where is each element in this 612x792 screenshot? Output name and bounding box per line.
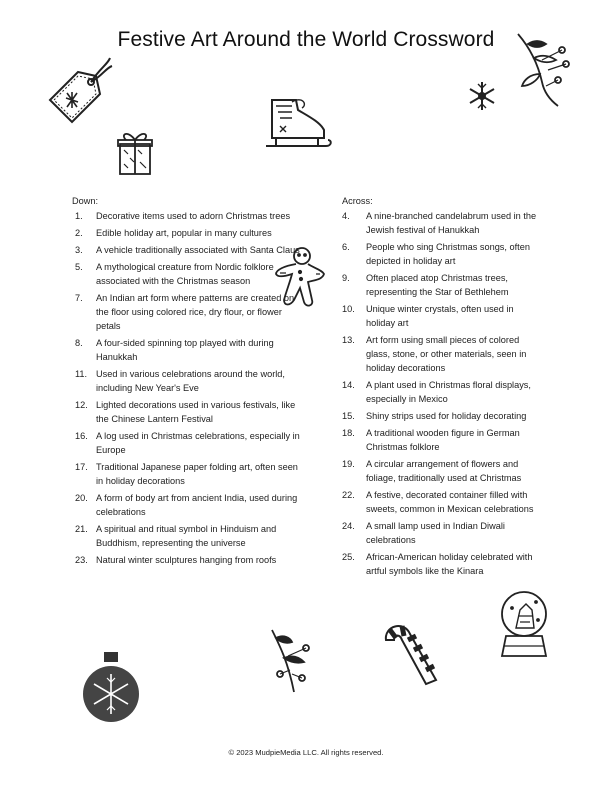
clue-text: An Indian art form where patterns are created on the floor using colored rice, dry flour, or flower petals — [96, 293, 295, 331]
clue-number: 19. — [342, 459, 355, 469]
page-title: Festive Art Around the World Crossword — [117, 28, 495, 51]
clue-text: Edible holiday art, popular in many cultures — [96, 228, 272, 238]
clue-number: 10. — [342, 304, 355, 314]
snowflake-icon — [466, 80, 498, 112]
clue-number: 25. — [342, 552, 355, 562]
down-clue — [72, 429, 304, 457]
clue-text: Traditional Japanese paper folding art, often seen in holiday decorations — [96, 462, 298, 486]
down-clue — [72, 522, 304, 550]
clue-number: 13. — [342, 335, 355, 345]
across-clue — [342, 426, 545, 454]
down-clue — [72, 209, 304, 223]
down-clue — [72, 460, 304, 488]
clue-number: 14. — [342, 380, 355, 390]
clue-number: 15. — [342, 411, 355, 421]
across-clue — [342, 519, 545, 547]
down-clue — [72, 553, 304, 567]
clue-text: Unique winter crystals, often used in holiday art — [366, 304, 514, 328]
clue-text: A spiritual and ritual symbol in Hinduism and Buddhism, representing the universe — [96, 524, 277, 548]
clue-text: A log used in Christmas celebrations, especially in Europe — [96, 431, 300, 455]
clue-number: 24. — [342, 521, 355, 531]
clue-text: Natural winter sculptures hanging from roofs — [96, 555, 277, 565]
clue-number: 18. — [342, 428, 355, 438]
clue-number: 1. — [75, 211, 83, 221]
across-clue — [342, 271, 545, 299]
clue-number: 23. — [75, 555, 88, 565]
down-clue — [72, 336, 304, 364]
clue-text: A circular arrangement of flowers and foliage, traditionally used at Christmas — [366, 459, 522, 483]
clue-number: 8. — [75, 338, 83, 348]
across-heading: Across: — [342, 196, 373, 206]
down-clue — [72, 367, 304, 395]
across-clue — [342, 302, 545, 330]
clue-text: A four-sided spinning top played with during Hanukkah — [96, 338, 274, 362]
clue-text: A festive, decorated container filled with sweets, common in Mexican celebrations — [366, 490, 534, 514]
clue-text: Art form using small pieces of colored glass, stone, or other materials, seen in holiday decorations — [366, 335, 527, 373]
clue-text: People who sing Christmas songs, often depicted in holiday art — [366, 242, 530, 266]
down-clue — [72, 291, 304, 333]
clue-number: 17. — [75, 462, 88, 472]
clue-number: 11. — [75, 369, 88, 379]
down-clues — [72, 194, 304, 570]
across-clue — [342, 550, 545, 578]
clue-text: Often placed atop Christmas trees, representing the Star of Bethlehem — [366, 273, 509, 297]
gift-box-icon — [114, 128, 156, 178]
clue-text: Used in various celebrations around the world, including New Year's Eve — [96, 369, 285, 393]
ice-skate-icon — [262, 96, 334, 158]
clue-text: A mythological creature from Nordic folklore associated with the Christmas season — [96, 262, 274, 286]
clue-number: 5. — [75, 262, 83, 272]
across-clues — [342, 194, 545, 581]
across-clue — [342, 409, 545, 423]
clue-number: 9. — [342, 273, 350, 283]
clue-number: 21. — [75, 524, 88, 534]
candy-cane-icon — [378, 618, 448, 686]
gift-tag-icon — [44, 54, 114, 126]
across-clue — [342, 488, 545, 516]
clue-number: 16. — [75, 431, 88, 441]
clue-text: African-American holiday celebrated with artful symbols like the Kinara — [366, 552, 533, 576]
down-clue — [72, 226, 304, 240]
clue-number: 12. — [75, 400, 88, 410]
across-clue — [342, 457, 545, 485]
across-clue — [342, 240, 545, 268]
down-clue — [72, 491, 304, 519]
snow-globe-icon — [496, 584, 552, 664]
clue-number: 3. — [75, 245, 83, 255]
clue-text: A plant used in Christmas floral displays, especially in Mexico — [366, 380, 531, 404]
clue-text: Lighted decorations used in various festivals, like the Chinese Lantern Festival — [96, 400, 296, 424]
ornament-icon — [80, 650, 142, 726]
berry-sprig-icon — [266, 626, 316, 698]
clue-text: Shiny strips used for holiday decorating — [366, 411, 527, 421]
copyright-footer: © 2023 MudpieMedia LLC. All rights reserved. — [228, 748, 384, 757]
clue-number: 20. — [75, 493, 88, 503]
down-heading: Down: — [72, 196, 99, 206]
across-clue — [342, 378, 545, 406]
clue-text: A vehicle traditionally associated with Santa Claus — [96, 245, 300, 255]
clue-text: Decorative items used to adorn Christmas trees — [96, 211, 291, 221]
clue-number: 22. — [342, 490, 355, 500]
down-clue — [72, 260, 304, 288]
clue-text: A nine-branched candelabrum used in the Jewish festival of Hanukkah — [366, 211, 537, 235]
clue-text: A small lamp used in Indian Diwali celebrations — [366, 521, 505, 545]
clue-number: 2. — [75, 228, 83, 238]
down-clue — [72, 243, 304, 257]
across-clue — [342, 209, 545, 237]
down-clue — [72, 398, 304, 426]
clue-number: 7. — [75, 293, 83, 303]
holly-branch-icon — [512, 30, 574, 110]
clue-number: 4. — [342, 211, 350, 221]
clue-text: A form of body art from ancient India, used during celebrations — [96, 493, 298, 517]
clue-text: A traditional wooden figure in German Christmas folklore — [366, 428, 520, 452]
across-clue — [342, 333, 545, 375]
clue-number: 6. — [342, 242, 350, 252]
